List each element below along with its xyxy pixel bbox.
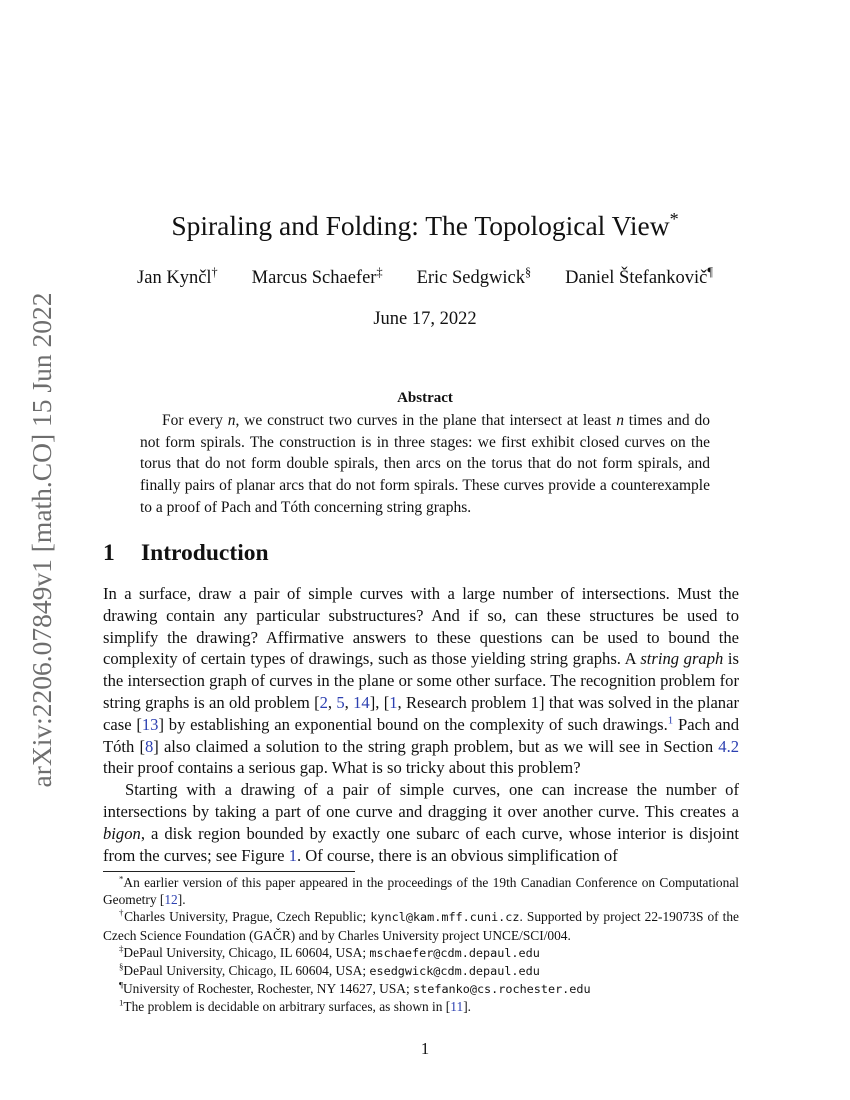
section-title: Introduction bbox=[141, 540, 269, 566]
footnotes bbox=[103, 874, 739, 1016]
author bbox=[137, 264, 218, 292]
footnote-mark: 1 bbox=[119, 997, 124, 1008]
footnote-text: ]. bbox=[463, 999, 471, 1015]
footnote-mark: † bbox=[119, 907, 125, 918]
email-address[interactable]: kyncl@kam.mff.cuni.cz bbox=[370, 910, 520, 925]
math-variable: n bbox=[616, 412, 624, 429]
emphasized-term: bigon bbox=[103, 823, 141, 843]
footnote-text: The problem is decidable on arbitrary surfaces, as shown in [ bbox=[123, 999, 451, 1015]
text-run: is the intersection graph of curves in the plane or some other surface. The recognition problem for string graphs is an old problem [ bbox=[103, 649, 739, 712]
footnote-mark: § bbox=[119, 961, 124, 972]
text-run: , bbox=[344, 692, 354, 712]
footnote bbox=[103, 998, 739, 1015]
footnote bbox=[103, 874, 739, 908]
abstract-heading: Abstract bbox=[397, 390, 453, 406]
author-name: Eric Sedgwick bbox=[416, 268, 525, 288]
section-link[interactable]: 4.2 bbox=[718, 736, 740, 756]
author bbox=[252, 264, 383, 292]
footnote-text: DePaul University, Chicago, IL 60604, USA; bbox=[123, 944, 370, 960]
citation-link[interactable]: 12 bbox=[164, 892, 178, 908]
text-run: Pach and Tóth [ bbox=[103, 714, 740, 756]
email-address[interactable]: mschaefer@cdm.depaul.edu bbox=[369, 945, 540, 960]
text-run: Starting with a drawing of a pair of simple curves, one can increase the number of intersections by taking a part of one curve and dragging it over another curve. This creates a bbox=[103, 780, 739, 821]
footnote bbox=[103, 944, 739, 962]
citation-link[interactable]: 11 bbox=[450, 999, 464, 1015]
text-run: ] by establishing an exponential bound on the complexity of such drawings. bbox=[158, 714, 668, 734]
footnote-text: ]. bbox=[177, 892, 186, 908]
author-list bbox=[110, 264, 740, 292]
footnote bbox=[103, 962, 739, 980]
text-run: ], [ bbox=[369, 692, 390, 712]
publication-date: June 17, 2022 bbox=[373, 309, 477, 329]
citation-link[interactable]: 1 bbox=[389, 692, 398, 712]
paragraph bbox=[103, 583, 739, 779]
emphasized-term: string graph bbox=[640, 649, 724, 669]
title-footnote-mark[interactable]: * bbox=[669, 208, 679, 229]
paper-title bbox=[110, 205, 740, 247]
footnote-separator bbox=[103, 871, 355, 872]
author-footnote-mark[interactable]: ‡ bbox=[376, 264, 383, 279]
body-text bbox=[103, 583, 739, 866]
author-name: Daniel Štefankovič bbox=[565, 268, 708, 288]
footnote bbox=[103, 980, 739, 998]
author-name: Jan Kynčl bbox=[137, 268, 212, 288]
footnote-text: University of Rochester, Rochester, NY 14627, USA; bbox=[123, 981, 414, 997]
author-name: Marcus Schaefer bbox=[251, 268, 377, 288]
section-heading bbox=[103, 538, 269, 568]
author-footnote-mark[interactable]: † bbox=[211, 264, 218, 279]
text-run: , a disk region bounded by exactly one subarc of each curve, whose interior is disjoint from the curves; see Figure bbox=[103, 823, 739, 865]
paragraph bbox=[103, 779, 739, 866]
citation-link[interactable]: 2 bbox=[319, 692, 328, 712]
footnote-link[interactable]: 1 bbox=[667, 714, 674, 727]
footnote-text: DePaul University, Chicago, IL 60604, USA; bbox=[123, 963, 370, 979]
author bbox=[565, 264, 713, 292]
abstract-text bbox=[140, 410, 710, 519]
text-run: , Research problem 1] that was solved in the planar case [ bbox=[103, 692, 739, 734]
math-variable: n bbox=[227, 412, 236, 429]
arxiv-identifier-stamp: arXiv:2206.07849v1 [math.CO] 15 Jun 2022 bbox=[26, 292, 57, 788]
text-run: In a surface, draw a pair of simple curves with a large number of intersections. Must the drawing contain any particular substructures? And if so, can these structures be used to simplify the drawing? Affirmative answers to these questions can be used to bound the complexity of certain types of drawings, such as those yielding string graphs. A bbox=[103, 584, 739, 669]
citation-link[interactable]: 14 bbox=[353, 692, 370, 712]
citation-link[interactable]: 5 bbox=[336, 692, 345, 712]
author-footnote-mark[interactable]: ¶ bbox=[707, 264, 713, 279]
footnote-text: An earlier version of this paper appeared in the proceedings of the 19th Canadian Conference on Computational Geometry [ bbox=[103, 875, 739, 908]
text-run: . Of course, there is an obvious simplification of bbox=[297, 845, 618, 865]
citation-link[interactable]: 13 bbox=[141, 714, 159, 734]
text-run: their proof contains a serious gap. What is so tricky about this problem? bbox=[103, 758, 581, 778]
text-run: , bbox=[327, 692, 337, 712]
text-run: ] also claimed a solution to the string graph problem, but as we will see in Section bbox=[153, 736, 719, 756]
title-text: Spiraling and Folding: The Topological View bbox=[171, 210, 670, 241]
abstract-text-part: For every bbox=[162, 412, 228, 429]
page-number: 1 bbox=[420, 1039, 430, 1058]
citation-link[interactable]: 8 bbox=[145, 736, 154, 756]
abstract-text-part: , we construct two curves in the plane that intersect at least bbox=[235, 412, 617, 429]
footnote-text: Charles University, Prague, Czech Republic; bbox=[124, 909, 371, 925]
footnote-mark: ¶ bbox=[119, 979, 124, 990]
author bbox=[417, 264, 532, 292]
footnote bbox=[103, 908, 739, 943]
figure-link[interactable]: 1 bbox=[288, 845, 297, 865]
email-address[interactable]: esedgwick@cdm.depaul.edu bbox=[369, 964, 540, 979]
footnote-text: . Supported by project 22-19073S of the Czech Science Foundation (GAČR) and by Charles University project UNCE/SCI/004. bbox=[103, 909, 739, 943]
footnote-mark: * bbox=[119, 873, 124, 884]
author-footnote-mark[interactable]: § bbox=[524, 264, 532, 279]
abstract-text-part: times and do not form spirals. The construction is in three stages: we first exhibit closed curves on the torus that do not form double spirals, then arcs on the torus that do not form spirals, and finally pairs of planar arcs that do not form spirals. These curves provide a counterexample to a proof of Pach and Tóth concerning string graphs. bbox=[140, 412, 710, 516]
email-address[interactable]: stefanko@cs.rochester.edu bbox=[413, 982, 591, 997]
section-number: 1 bbox=[103, 540, 115, 566]
footnote-mark: ‡ bbox=[119, 943, 124, 954]
